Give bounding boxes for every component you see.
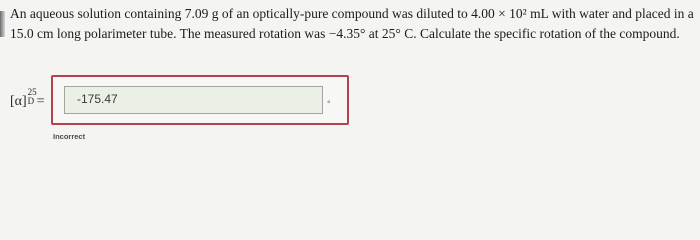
degree-unit: ° <box>327 99 331 109</box>
alpha-symbol: [α] <box>10 94 27 109</box>
temperature-superscript: 25 <box>27 87 37 97</box>
answer-input[interactable]: -175.47 <box>64 86 323 114</box>
sodium-d-subscript: D <box>27 96 35 106</box>
temperature-wavelength-scripts <box>27 87 37 108</box>
specific-rotation-label <box>10 87 45 110</box>
question-line-2: 15.0 cm long polarimeter tube. The measured rotation was −4.35° at 25° C. Calculate the specific rotation of the compound. <box>10 26 680 41</box>
page-edge-marker <box>0 11 5 37</box>
question-text <box>10 4 694 44</box>
equals-sign: = <box>36 94 45 109</box>
incorrect-status: Incorrect <box>53 132 86 141</box>
question-line-1: An aqueous solution containing 7.09 g of an optically-pure compound was diluted to 4.00 × 10² mL with water and placed in a <box>10 6 694 21</box>
answer-container <box>51 75 349 125</box>
